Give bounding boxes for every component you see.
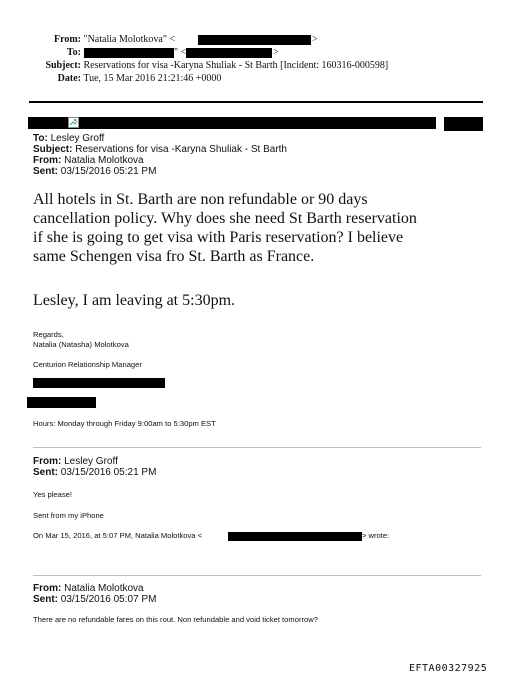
msg1-subject-value: Reservations for visa -Karyna Shuliak - St Barth [75, 144, 287, 155]
header-date-row [50, 73, 221, 85]
msg1-to [33, 133, 104, 144]
header-divider [29, 101, 483, 103]
redaction-banner-right [444, 117, 483, 131]
broken-image-icon [68, 117, 79, 128]
msg1-body [33, 190, 493, 266]
msg1-from-value: Natalia Molotkova [64, 155, 144, 166]
header-subject-label: Subject: [45, 60, 81, 71]
msg2-quote-prefix: On Mar 15, 2016, at 5:07 PM, Natalia Molotkova < [33, 531, 203, 540]
msg3-line1: There are no refundable fares on this rout. Non refundable and void ticket tomorrow? [33, 615, 318, 624]
msg1-body-line: same Schengen visa fro St. Barth as France. [33, 248, 315, 265]
msg1-sent-label: Sent: [33, 166, 58, 177]
msg2-sent-label: Sent: [33, 467, 58, 478]
header-to-mid: " < [174, 47, 187, 58]
msg1-body-leaving: Lesley, I am leaving at 5:30pm. [33, 292, 236, 309]
redaction-signature-phone [27, 397, 96, 408]
redaction-signature-contact [33, 378, 165, 388]
header-date-value: Tue, 15 Mar 2016 21:21:46 +0000 [83, 73, 222, 84]
msg1-body-line: if she is going to get visa with Paris reservation? I believe [33, 229, 404, 246]
header-subject-value: Reservations for visa -Karyna Shuliak - St Barth [Incident: 160316-000598] [83, 60, 389, 71]
msg2-line2: Sent from my iPhone [33, 511, 104, 520]
header-from-value: "Natalia Molotkova" < [83, 34, 176, 45]
header-date-label: Date: [57, 73, 81, 84]
msg1-body-line: All hotels in St. Barth are non refundable or 90 days [33, 191, 368, 208]
header-to-row [50, 47, 88, 59]
header-from-tail: > [312, 34, 318, 45]
msg2-sent [33, 467, 156, 478]
redaction-quote-email [228, 532, 362, 541]
msg3-sent-label: Sent: [33, 594, 58, 605]
msg1-from [33, 155, 144, 166]
msg1-sent [33, 166, 156, 177]
header-from-label: From: [53, 34, 81, 45]
divider-msg3 [33, 575, 481, 576]
msg1-to-label: To: [33, 133, 48, 144]
msg2-sent-value: 03/15/2016 05:21 PM [60, 467, 157, 478]
msg1-to-value: Lesley Groff [50, 133, 105, 144]
msg1-subject [33, 144, 287, 155]
msg3-sent-value: 03/15/2016 05:07 PM [60, 594, 157, 605]
divider-msg2 [33, 447, 481, 448]
msg3-from-value: Natalia Molotkova [64, 583, 144, 594]
header-subject-row [40, 60, 388, 72]
header-to-label: To: [66, 47, 81, 58]
document-id: EFTA00327925 [409, 663, 488, 674]
msg1-from-label: From: [33, 155, 62, 166]
msg3-from-label: From: [33, 583, 62, 594]
header-from-row [50, 34, 175, 46]
msg2-line1: Yes please! [33, 490, 72, 499]
msg1-body-line: cancellation policy. Why does she need St Barth reservation [33, 210, 417, 227]
msg1-subject-label: Subject: [33, 144, 73, 155]
msg1-signature-title: Centurion Relationship Manager [33, 360, 142, 369]
msg2-from [33, 456, 118, 467]
msg1-signature-name: Natalia (Natasha) Molotkova [33, 340, 129, 349]
msg2-from-label: From: [33, 456, 62, 467]
msg1-sent-value: 03/15/2016 05:21 PM [60, 166, 157, 177]
msg1-hours: Hours: Monday through Friday 9:00am to 5:30pm EST [33, 419, 216, 428]
redaction-from-email [198, 35, 311, 45]
msg1-regards: Regards, [33, 330, 64, 339]
msg3-from [33, 583, 144, 594]
redaction-to-name [84, 48, 174, 58]
redaction-banner [28, 117, 436, 129]
header-to-tail: > [273, 47, 279, 58]
msg3-sent [33, 594, 156, 605]
msg2-from-value: Lesley Groff [64, 456, 118, 467]
redaction-to-email [186, 48, 272, 58]
msg2-quote-suffix: > wrote: [362, 531, 390, 540]
